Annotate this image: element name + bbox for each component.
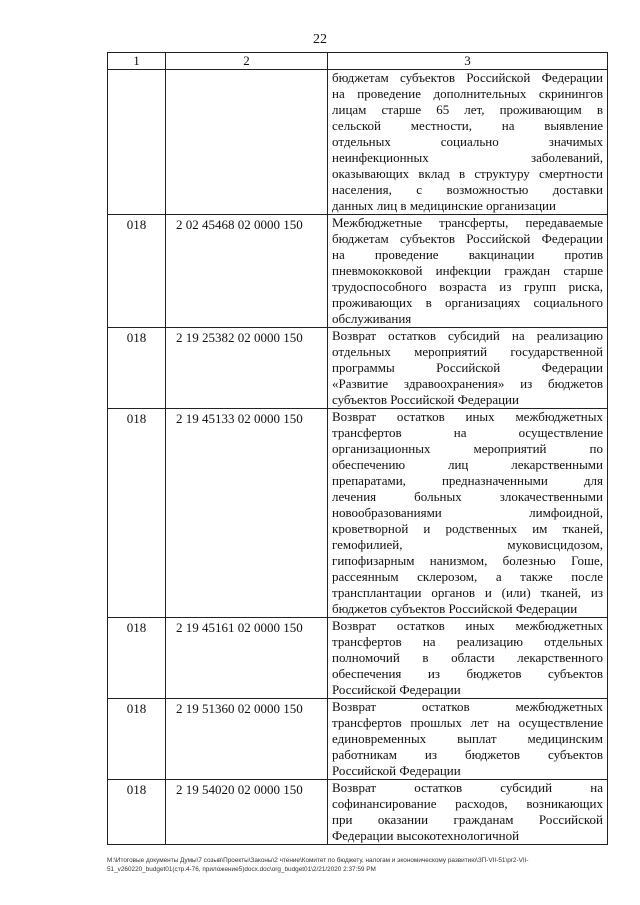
- footer-line-1: M:\Итоговые документы Думы\7 созыв\Проекты\Законы\2 чтение\Комитет по бюджету, налогам и экономическому развитию\ЗП-VII-51\pr2-VII-: [107, 857, 529, 864]
- description-cell: [328, 618, 608, 699]
- table-row: [108, 215, 608, 328]
- admin-code-cell: 018: [108, 328, 166, 409]
- description-line: бюджетам субъектов Российской Федерации: [332, 70, 603, 85]
- footer-line-2: 51_v260220_budget01(стр.4-76, приложение5)docx.doc\org_budget01\2/21/2020 2:37:59 PM: [107, 866, 376, 873]
- description-cell: [328, 699, 608, 780]
- budget-code-cell: 2 19 54020 02 0000 150: [166, 780, 328, 845]
- table-header-row: [108, 53, 608, 70]
- description-line: препаратами, предназначенными для: [332, 473, 603, 488]
- description-line: Федерации высокотехнологичной: [332, 828, 520, 843]
- table-row: [108, 409, 608, 618]
- description-line: трансфертов прошлых лет на осуществление: [332, 715, 603, 730]
- table-row: [108, 618, 608, 699]
- admin-code-cell: 018: [108, 215, 166, 328]
- description-line: проживающих в организациях социального: [332, 295, 603, 310]
- description-line: отдельных мероприятий государственной: [332, 344, 603, 359]
- header-col-3: 3: [328, 53, 608, 70]
- description-line: данных лиц в медицинские организации: [332, 198, 556, 213]
- description-line: Российской Федерации: [332, 763, 461, 778]
- description-line: Возврат остатков иных межбюджетных: [332, 618, 603, 633]
- table-row: [108, 70, 608, 215]
- description-cell: [328, 328, 608, 409]
- description-line: трансплантации органов и (или) тканей, из: [332, 585, 603, 600]
- description-line: Возврат остатков субсидий на: [332, 780, 603, 795]
- description-line: трансфертов на реализацию отдельных: [332, 634, 603, 649]
- description-line: при оказании гражданам Российской: [332, 812, 603, 827]
- description-line: «Развитие здравоохранения» из бюджетов: [332, 376, 603, 391]
- budget-code-cell: 2 19 25382 02 0000 150: [166, 328, 328, 409]
- budget-code-cell: 2 02 45468 02 0000 150: [166, 215, 328, 328]
- description-line: Возврат остатков межбюджетных: [332, 699, 603, 714]
- description-line: бюджетов субъектов Российской Федерации: [332, 601, 578, 616]
- description-line: субъектов Российской Федерации: [332, 392, 519, 407]
- description-line: гемофилией, муковисцидозом,: [332, 537, 603, 552]
- budget-code-cell: 2 19 45133 02 0000 150: [166, 409, 328, 618]
- description-line: неинфекционных заболеваний,: [332, 150, 603, 165]
- description-line: бюджетам субъектов Российской Федерации: [332, 231, 603, 246]
- description-line: работникам из бюджетов субъектов: [332, 747, 603, 762]
- description-line: гипофизарным нанизмом, болезнью Гоше,: [332, 553, 603, 568]
- description-line: Российской Федерации: [332, 682, 461, 697]
- budget-code-cell: [166, 70, 328, 215]
- admin-code-cell: 018: [108, 780, 166, 845]
- description-line: населения, с возможностью доставки: [332, 182, 603, 197]
- description-line: полномочий в области лекарственного: [332, 650, 603, 665]
- description-line: лицам старше 65 лет, проживающим в: [332, 102, 603, 117]
- description-line: отдельных социально значимых: [332, 134, 603, 149]
- description-cell: [328, 70, 608, 215]
- table-row: [108, 699, 608, 780]
- description-line: лечения больных злокачественными: [332, 489, 603, 504]
- admin-code-cell: 018: [108, 618, 166, 699]
- file-path-footer: [107, 856, 613, 874]
- description-cell: [328, 215, 608, 328]
- description-line: обеспечению лиц лекарственными: [332, 457, 603, 472]
- description-line: программы Российской Федерации: [332, 360, 603, 375]
- description-line: трансфертов на осуществление: [332, 425, 603, 440]
- description-line: пневмококковой инфекции граждан старше: [332, 263, 603, 278]
- description-line: на проведение дополнительных скринингов: [332, 86, 603, 101]
- description-line: софинансирование расходов, возникающих: [332, 796, 603, 811]
- budget-code-cell: 2 19 45161 02 0000 150: [166, 618, 328, 699]
- description-line: трудоспособного возраста из групп риска,: [332, 279, 603, 294]
- header-col-2: 2: [166, 53, 328, 70]
- description-line: обслуживания: [332, 311, 412, 326]
- description-line: Возврат остатков субсидий на реализацию: [332, 328, 603, 343]
- table-row: [108, 328, 608, 409]
- budget-code-cell: 2 19 51360 02 0000 150: [166, 699, 328, 780]
- description-line: рассеянным склерозом, а также после: [332, 569, 603, 584]
- description-cell: [328, 409, 608, 618]
- page-number: 22: [313, 32, 327, 47]
- description-line: единовременных выплат медицинским: [332, 731, 603, 746]
- description-line: оказывающих вклад в структуру смертности: [332, 166, 603, 181]
- budget-table: [107, 52, 608, 845]
- admin-code-cell: 018: [108, 409, 166, 618]
- table-row: [108, 780, 608, 845]
- description-line: Межбюджетные трансферты, передаваемые: [332, 215, 603, 230]
- admin-code-cell: [108, 70, 166, 215]
- description-line: организационных мероприятий по: [332, 441, 603, 456]
- admin-code-cell: 018: [108, 699, 166, 780]
- description-line: новообразованиями лимфоидной,: [332, 505, 603, 520]
- description-line: на проведение вакцинации против: [332, 247, 603, 262]
- description-cell: [328, 780, 608, 845]
- header-col-1: 1: [108, 53, 166, 70]
- description-line: сельской местности, на выявление: [332, 118, 603, 133]
- description-line: обеспечения из бюджетов субъектов: [332, 666, 603, 681]
- description-line: кроветворной и родственных им тканей,: [332, 521, 603, 536]
- description-line: Возврат остатков иных межбюджетных: [332, 409, 603, 424]
